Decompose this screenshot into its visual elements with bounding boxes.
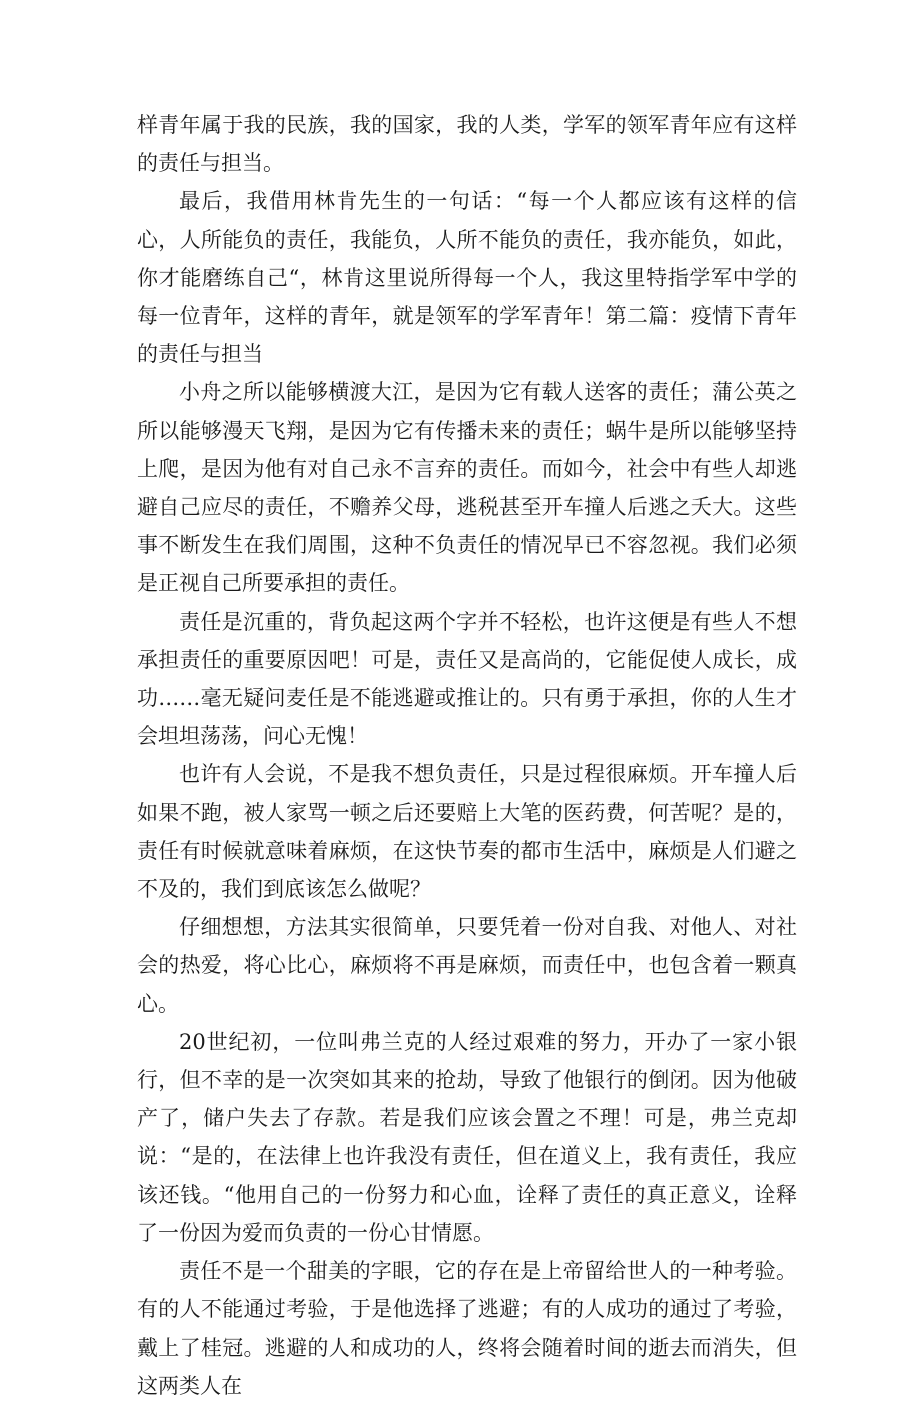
paragraph-test-of-responsibility: 责任不是一个甜美的字眼，它的存在是上帝留给世人的一种考验。有的人不能通过考验，于是他选择了逃避；有的人成功的通过了考验，戴上了桂冠。逃避的人和成功的人，终将会随着时间的逝去而消失，但这两类人在	[137, 1259, 797, 1398]
paragraph-frank-bank: 20世纪初，一位叫弗兰克的人经过艰难的努力，开办了一家小银行，但不幸的是一次突如其来的抢劫，导致了他银行的倒闭。因为他破产了，储户失去了存款。若是我们应该会置之不理！可是，弗兰克却说：“是的，在法律上也许我没有责任，但在道义上，我有责任，我应该还钱。“他用自己的一份努力和心血，诠释了责任的真正意义，诠释了一份因为爱而负责的一份心甘情愿。	[137, 1029, 797, 1245]
paragraph-continuation: 样青年属于我的民族，我的国家，我的人类，学军的领军青年应有这样的责任与担当。	[137, 113, 797, 176]
paragraph-boat-dandelion-snail: 小舟之所以能够横渡大江，是因为它有载人送客的责任；蒲公英之所以能够漫天飞翔，是因为它有传播未来的责任；蜗牛是所以能够坚持上爬，是因为他有对自己永不言弃的责任。而如今，社会中有些人却逃避自己应尽的责任，不赡养父母，逃税甚至开车撞人后逃之夭大。这些事不断发生在我们周围，这种不负责任的情况早已不容忽视。我们必须是正视自己所要承担的责任。	[137, 380, 797, 596]
paragraph-lincoln-quote: 最后，我借用林肯先生的一句话：“每一个人都应该有这样的信心，人所能负的责任，我能负，人所不能负的责任，我亦能负，如此，你才能磨练自己“，林肯这里说所得每一个人，我这里特指学军中学的每一位青年，这样的青年，就是领军的学军青年！第二篇：疫情下青年的责任与担当	[137, 189, 797, 367]
paragraph-think-carefully: 仔细想想，方法其实很简单，只要凭着一份对自我、对他人、对社会的热爱，将心比心，麻烦将不再是麻烦，而责任中，也包含着一颗真心。	[137, 915, 797, 1016]
paragraph-responsibility-heavy: 责任是沉重的，背负起这两个字并不轻松，也许这便是有些人不想承担责任的重要原因吧！可是，责任又是高尚的，它能促使人成长，成功……毫无疑问麦任是不能逃避或推让的。只有勇于承担，你的人生才会坦坦荡荡，问心无愧！	[137, 609, 797, 749]
paragraph-trouble: 也许有人会说，不是我不想负责任，只是过程很麻烦。开车撞人后如果不跑，被人家骂一顿之后还要赔上大笔的医药费，何苦呢？是的，责任有时候就意味着麻烦，在这快节奏的都市生活中，麻烦是人们避之不及的，我们到底该怎么做呢？	[137, 762, 797, 902]
document-body	[137, 106, 797, 1405]
